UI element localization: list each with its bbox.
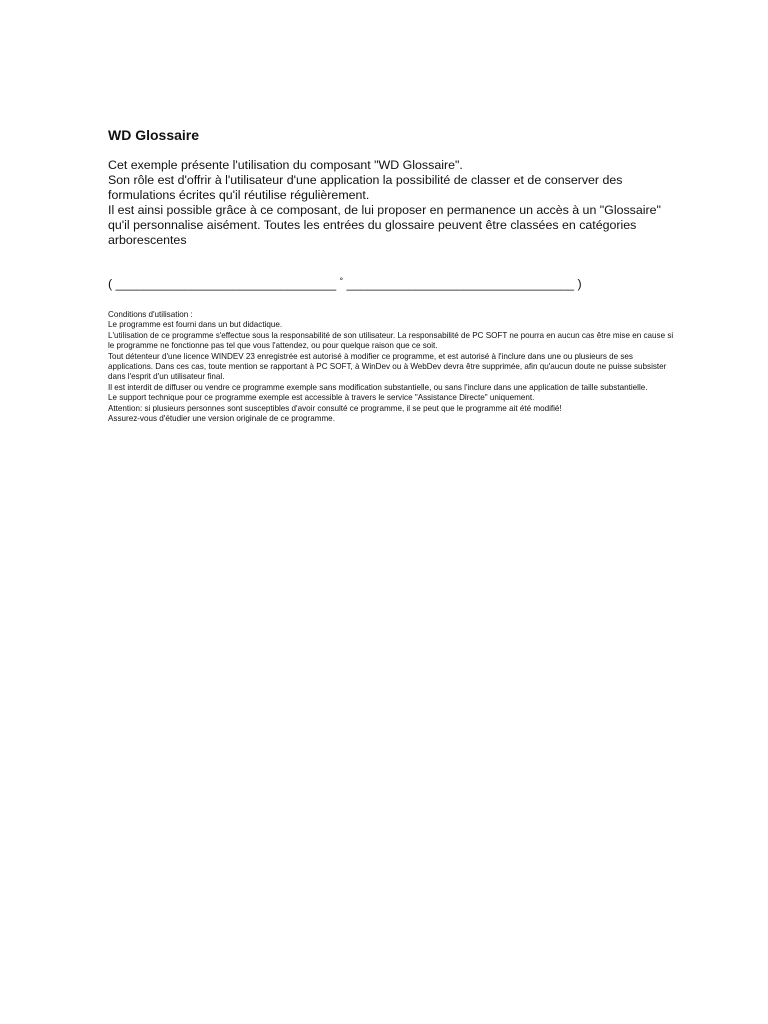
conditions-line: Attention: si plusieurs personnes sont susceptibles d'avoir consulté ce programme, il se peut que le programme ait été modifié! bbox=[108, 403, 562, 413]
separator-degree: ° bbox=[339, 276, 344, 286]
separator-left: ( ________________________________ bbox=[108, 277, 337, 291]
conditions-line: Il est interdit de diffuser ou vendre ce programme exemple sans modification substantielle, ou sans l'inclure dans une application de taille substantielle. bbox=[108, 382, 648, 392]
conditions-line: Tout détenteur d'une licence WINDEV 23 enregistrée est autorisé à modifier ce programme, et est autorisé à l'inclure dans une ou plusieurs de ses applications. Dans ces cas, toute mention se rapportant à PC SOFT, à WinDev ou à WebDev devra être supprimée, afin qu'aucun doute ne puisse subsister dans l'esprit d'un utilisateur final. bbox=[108, 351, 667, 382]
separator-line bbox=[108, 277, 678, 293]
conditions-line: Le support technique pour ce programme exemple est accessible à travers le service "Assistance Directe" uniquement. bbox=[108, 393, 535, 403]
conditions-line: L'utilisation de ce programme s'effectue sous la responsabilité de son utilisateur. La responsabilité de PC SOFT ne pourra en aucun cas être mise en cause si le programme ne fonctionne pas tel que vous l'attendez, ou pour quelque raison que ce soit. bbox=[108, 330, 674, 351]
document-page bbox=[108, 126, 678, 424]
document-title: WD Glossaire bbox=[108, 127, 200, 143]
intro-line: Il est ainsi possible grâce à ce composant, de lui proposer en permanence un accès à un "Glossaire" qu'il personnalise aisément. Toutes les entrées du glossaire peuvent être classées en catégories arborescentes bbox=[108, 203, 661, 247]
conditions-line: Le programme est fourni dans un but didactique. bbox=[108, 320, 283, 330]
intro-line: Cet exemple présente l'utilisation du composant "WD Glossaire". bbox=[108, 158, 463, 172]
separator-right: _________________________________ ) bbox=[346, 277, 582, 291]
conditions-block bbox=[108, 310, 678, 424]
conditions-line: Assurez-vous d'étudier une version originale de ce programme. bbox=[108, 414, 335, 424]
conditions-line: Conditions d'utilisation : bbox=[108, 310, 193, 319]
intro-paragraph bbox=[108, 158, 678, 248]
intro-line: Son rôle est d'offrir à l'utilisateur d'une application la possibilité de classer et de conserver des formulations écrites qu'il réutilise régulièrement. bbox=[108, 173, 623, 202]
